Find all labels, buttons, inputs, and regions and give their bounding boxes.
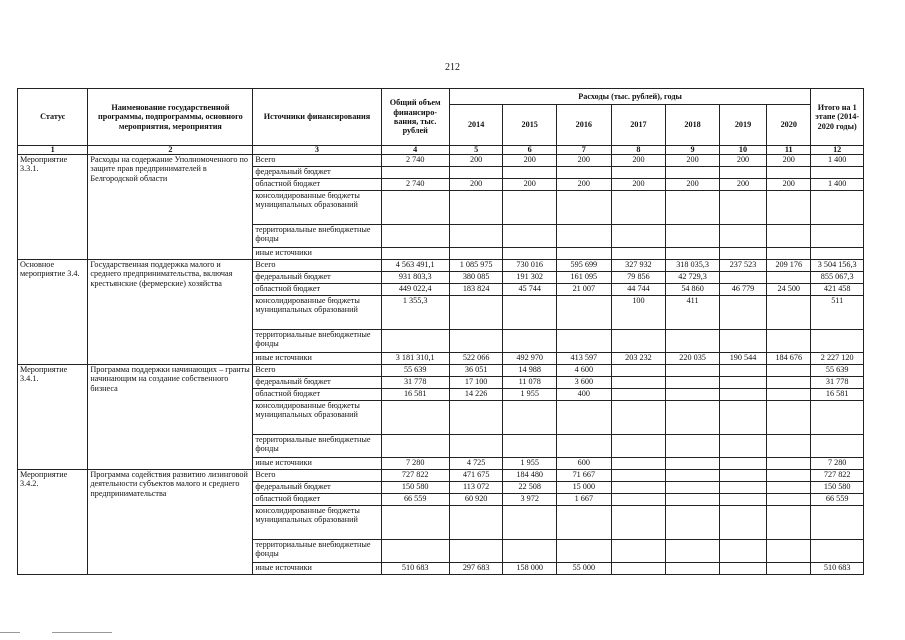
header-year: 2015: [503, 105, 557, 146]
cell-year-value: 297 683: [449, 563, 503, 575]
cell-total: [381, 225, 449, 248]
cell-year-value: [611, 458, 666, 470]
cell-year-value: [503, 401, 557, 435]
cell-year-value: [767, 482, 811, 494]
cell-stage-total: [811, 248, 864, 260]
cell-year-value: 209 176: [767, 260, 811, 272]
cell-stage-total: 1 400: [811, 155, 864, 167]
cell-year-value: [719, 401, 766, 435]
cell-year-value: 79 856: [611, 272, 666, 284]
cell-year-value: [719, 191, 766, 225]
row-source: Всего: [253, 365, 381, 377]
cell-year-value: [719, 482, 766, 494]
row-status: Мероприятие 3.3.1.: [18, 155, 88, 260]
scan-mark: [52, 632, 112, 633]
cell-year-value: [719, 225, 766, 248]
cell-year-value: 730 016: [503, 260, 557, 272]
cell-stage-total: 55 639: [811, 365, 864, 377]
cell-year-value: [767, 191, 811, 225]
cell-year-value: 191 302: [503, 272, 557, 284]
cell-year-value: [503, 506, 557, 540]
row-source: федеральный бюджет: [253, 377, 381, 389]
cell-year-value: [719, 540, 766, 563]
col-number: 1: [18, 146, 88, 155]
cell-year-value: [449, 506, 503, 540]
cell-stage-total: 31 778: [811, 377, 864, 389]
col-number: 4: [381, 146, 449, 155]
cell-year-value: [557, 248, 612, 260]
row-source: Всего: [253, 260, 381, 272]
col-number: 12: [811, 146, 864, 155]
cell-year-value: [719, 248, 766, 260]
cell-year-value: [449, 191, 503, 225]
cell-year-value: 184 480: [503, 470, 557, 482]
cell-year-value: 203 232: [611, 353, 666, 365]
row-source: территориальные внебюджетные фонды: [253, 540, 381, 563]
cell-stage-total: 2 227 120: [811, 353, 864, 365]
cell-year-value: 200: [449, 155, 503, 167]
cell-year-value: [719, 365, 766, 377]
header-name: Наименование государственной программы, подпрограммы, основного мероприятия, мероприятия: [88, 89, 253, 146]
cell-stage-total: [811, 330, 864, 353]
cell-year-value: 3 972: [503, 494, 557, 506]
cell-year-value: 1 085 975: [449, 260, 503, 272]
row-name: Программа содействия развитию лизинговой деятельности субъектов малого и среднего предпринимательства: [88, 470, 253, 575]
row-source: иные источники: [253, 563, 381, 575]
cell-year-value: [767, 377, 811, 389]
table-row: [18, 260, 864, 272]
cell-year-value: 400: [557, 389, 612, 401]
cell-year-value: 158 000: [503, 563, 557, 575]
col-number: 9: [666, 146, 720, 155]
col-number: 3: [253, 146, 381, 155]
cell-year-value: 184 676: [767, 353, 811, 365]
row-source: областной бюджет: [253, 284, 381, 296]
header-year: 2017: [611, 105, 666, 146]
row-source: областной бюджет: [253, 389, 381, 401]
cell-total: 4 563 491,1: [381, 260, 449, 272]
col-number: 5: [449, 146, 503, 155]
cell-year-value: [666, 191, 720, 225]
cell-stage-total: 855 067,3: [811, 272, 864, 284]
cell-year-value: [767, 506, 811, 540]
cell-year-value: [449, 296, 503, 330]
row-source: территориальные внебюджетные фонды: [253, 225, 381, 248]
header-stage-total: Итого на 1 этапе (2014-2020 годы): [811, 89, 864, 146]
cell-year-value: 55 000: [557, 563, 612, 575]
cell-year-value: [611, 494, 666, 506]
cell-year-value: 11 078: [503, 377, 557, 389]
header-total: Общий объем финансиро-вания, тыс. рублей: [381, 89, 449, 146]
cell-year-value: 327 932: [611, 260, 666, 272]
cell-year-value: [767, 401, 811, 435]
cell-year-value: 4 600: [557, 365, 612, 377]
cell-year-value: 183 824: [449, 284, 503, 296]
cell-total: 2 740: [381, 155, 449, 167]
col-number: 10: [719, 146, 766, 155]
cell-year-value: [767, 225, 811, 248]
cell-year-value: [557, 330, 612, 353]
cell-year-value: 161 095: [557, 272, 612, 284]
row-source: областной бюджет: [253, 179, 381, 191]
cell-year-value: [767, 494, 811, 506]
row-source: областной бюджет: [253, 494, 381, 506]
col-number: 11: [767, 146, 811, 155]
cell-total: 510 683: [381, 563, 449, 575]
row-name: Государственная поддержка малого и среднего предпринимательства, включая крестьянские (фермерские) хозяйства: [88, 260, 253, 365]
cell-year-value: 22 508: [503, 482, 557, 494]
header-sources: Источники финансирования: [253, 89, 381, 146]
cell-year-value: [503, 191, 557, 225]
cell-year-value: [719, 389, 766, 401]
col-number: 6: [503, 146, 557, 155]
cell-year-value: [449, 330, 503, 353]
row-source: иные источники: [253, 248, 381, 260]
cell-year-value: 54 860: [666, 284, 720, 296]
col-number: 8: [611, 146, 666, 155]
cell-year-value: 1 955: [503, 389, 557, 401]
cell-year-value: 220 035: [666, 353, 720, 365]
cell-year-value: [666, 563, 720, 575]
cell-year-value: [611, 470, 666, 482]
cell-year-value: 45 744: [503, 284, 557, 296]
cell-total: 931 803,3: [381, 272, 449, 284]
cell-total: 7 280: [381, 458, 449, 470]
row-source: консолидированные бюджеты муниципальных образований: [253, 401, 381, 435]
row-source: территориальные внебюджетные фонды: [253, 330, 381, 353]
header-year: 2014: [449, 105, 503, 146]
cell-year-value: [611, 191, 666, 225]
row-status: Мероприятие 3.4.2.: [18, 470, 88, 575]
cell-total: 449 022,4: [381, 284, 449, 296]
cell-stage-total: 421 458: [811, 284, 864, 296]
cell-year-value: 200: [611, 179, 666, 191]
cell-year-value: [449, 248, 503, 260]
cell-year-value: [611, 401, 666, 435]
cell-stage-total: [811, 540, 864, 563]
cell-year-value: 237 523: [719, 260, 766, 272]
cell-year-value: [503, 248, 557, 260]
cell-total: 2 740: [381, 179, 449, 191]
col-number: 2: [88, 146, 253, 155]
cell-total: [381, 506, 449, 540]
header-year: 2019: [719, 105, 766, 146]
row-status: Основное мероприятие 3.4.: [18, 260, 88, 365]
cell-year-value: 42 729,3: [666, 272, 720, 284]
cell-year-value: [449, 435, 503, 458]
cell-total: [381, 401, 449, 435]
cell-year-value: [611, 540, 666, 563]
cell-year-value: [719, 494, 766, 506]
row-source: Всего: [253, 470, 381, 482]
cell-year-value: 318 035,3: [666, 260, 720, 272]
cell-year-value: [719, 377, 766, 389]
cell-year-value: [449, 540, 503, 563]
cell-year-value: [666, 482, 720, 494]
cell-year-value: [611, 225, 666, 248]
table-row: [18, 470, 864, 482]
cell-year-value: 200: [503, 155, 557, 167]
budget-table: [17, 88, 864, 575]
cell-year-value: 200: [666, 179, 720, 191]
cell-year-value: [557, 296, 612, 330]
cell-year-value: [767, 296, 811, 330]
cell-year-value: 522 066: [449, 353, 503, 365]
cell-year-value: [767, 458, 811, 470]
cell-year-value: [611, 167, 666, 179]
cell-year-value: [719, 330, 766, 353]
cell-year-value: 200: [449, 179, 503, 191]
cell-year-value: 36 051: [449, 365, 503, 377]
cell-total: [381, 167, 449, 179]
cell-year-value: [767, 435, 811, 458]
cell-year-value: [666, 401, 720, 435]
cell-total: 66 559: [381, 494, 449, 506]
cell-year-value: [719, 563, 766, 575]
cell-stage-total: 66 559: [811, 494, 864, 506]
cell-total: 16 581: [381, 389, 449, 401]
cell-year-value: [719, 296, 766, 330]
cell-year-value: [767, 365, 811, 377]
cell-year-value: 595 699: [557, 260, 612, 272]
cell-year-value: [611, 330, 666, 353]
cell-year-value: [557, 191, 612, 225]
cell-stage-total: 150 580: [811, 482, 864, 494]
header-year: 2016: [557, 105, 612, 146]
cell-stage-total: [811, 435, 864, 458]
cell-year-value: 200: [503, 179, 557, 191]
cell-year-value: 413 597: [557, 353, 612, 365]
cell-year-value: 14 988: [503, 365, 557, 377]
cell-year-value: [503, 225, 557, 248]
cell-year-value: [719, 506, 766, 540]
cell-year-value: [503, 296, 557, 330]
cell-year-value: [666, 225, 720, 248]
cell-year-value: [767, 248, 811, 260]
row-source: федеральный бюджет: [253, 272, 381, 284]
cell-stage-total: 511: [811, 296, 864, 330]
cell-year-value: 1 667: [557, 494, 612, 506]
cell-year-value: [666, 458, 720, 470]
cell-total: 727 822: [381, 470, 449, 482]
cell-year-value: 200: [557, 179, 612, 191]
cell-year-value: [611, 377, 666, 389]
cell-year-value: 200: [611, 155, 666, 167]
header-year: 2020: [767, 105, 811, 146]
cell-stage-total: 3 504 156,3: [811, 260, 864, 272]
table-row: [18, 365, 864, 377]
cell-year-value: 100: [611, 296, 666, 330]
cell-year-value: 200: [666, 155, 720, 167]
cell-year-value: 44 744: [611, 284, 666, 296]
header-expenses: Расходы (тыс. рублей), годы: [449, 89, 811, 105]
cell-year-value: 4 725: [449, 458, 503, 470]
row-source: консолидированные бюджеты муниципальных образований: [253, 506, 381, 540]
cell-year-value: 3 600: [557, 377, 612, 389]
cell-year-value: 380 085: [449, 272, 503, 284]
cell-year-value: [557, 167, 612, 179]
cell-year-value: [611, 563, 666, 575]
cell-stage-total: 16 581: [811, 389, 864, 401]
row-status: Мероприятие 3.4.1.: [18, 365, 88, 470]
cell-stage-total: [811, 506, 864, 540]
cell-year-value: [557, 225, 612, 248]
cell-total: [381, 248, 449, 260]
cell-year-value: 14 226: [449, 389, 503, 401]
row-source: федеральный бюджет: [253, 482, 381, 494]
cell-year-value: [767, 563, 811, 575]
table-row: [18, 155, 864, 167]
cell-year-value: 24 500: [767, 284, 811, 296]
cell-year-value: [666, 494, 720, 506]
cell-year-value: [767, 330, 811, 353]
cell-year-value: 200: [767, 155, 811, 167]
row-source: иные источники: [253, 458, 381, 470]
cell-year-value: [666, 377, 720, 389]
cell-year-value: 15 000: [557, 482, 612, 494]
page-number: 212: [445, 62, 460, 73]
scan-mark: [0, 632, 20, 633]
cell-year-value: [449, 225, 503, 248]
row-source: консолидированные бюджеты муниципальных образований: [253, 191, 381, 225]
cell-total: 31 778: [381, 377, 449, 389]
cell-year-value: 200: [719, 179, 766, 191]
row-name: Расходы на содержание Уполномоченного по защите прав предпринимателей в Белгородской области: [88, 155, 253, 260]
cell-total: 1 355,3: [381, 296, 449, 330]
cell-year-value: 46 779: [719, 284, 766, 296]
cell-year-value: [666, 540, 720, 563]
cell-year-value: [719, 470, 766, 482]
row-name: Программа поддержки начинающих – гранты начинающим на создание собственного бизнеса: [88, 365, 253, 470]
cell-stage-total: [811, 401, 864, 435]
cell-year-value: [449, 401, 503, 435]
cell-year-value: [767, 167, 811, 179]
cell-year-value: [719, 458, 766, 470]
cell-year-value: 200: [557, 155, 612, 167]
cell-year-value: [503, 540, 557, 563]
cell-total: 3 181 310,1: [381, 353, 449, 365]
cell-year-value: [611, 389, 666, 401]
cell-year-value: [611, 435, 666, 458]
cell-stage-total: [811, 191, 864, 225]
cell-year-value: [557, 506, 612, 540]
cell-total: 150 580: [381, 482, 449, 494]
cell-year-value: [666, 470, 720, 482]
cell-stage-total: 1 400: [811, 179, 864, 191]
cell-year-value: [611, 482, 666, 494]
col-number: 7: [557, 146, 612, 155]
cell-year-value: [666, 506, 720, 540]
cell-year-value: [503, 435, 557, 458]
cell-total: [381, 191, 449, 225]
header-status: Статус: [18, 89, 88, 146]
cell-year-value: [666, 167, 720, 179]
cell-year-value: [611, 248, 666, 260]
cell-year-value: 200: [719, 155, 766, 167]
table-body: [18, 155, 864, 575]
cell-stage-total: 727 822: [811, 470, 864, 482]
cell-year-value: [666, 330, 720, 353]
cell-year-value: 21 007: [557, 284, 612, 296]
row-source: федеральный бюджет: [253, 167, 381, 179]
cell-stage-total: [811, 167, 864, 179]
cell-year-value: 471 675: [449, 470, 503, 482]
cell-year-value: 1 955: [503, 458, 557, 470]
cell-year-value: 492 970: [503, 353, 557, 365]
cell-year-value: [666, 365, 720, 377]
cell-year-value: [666, 435, 720, 458]
cell-year-value: [767, 272, 811, 284]
cell-year-value: [767, 540, 811, 563]
cell-stage-total: 510 683: [811, 563, 864, 575]
cell-year-value: [611, 365, 666, 377]
cell-year-value: [611, 506, 666, 540]
cell-year-value: 60 920: [449, 494, 503, 506]
cell-year-value: [557, 540, 612, 563]
cell-stage-total: 7 280: [811, 458, 864, 470]
cell-year-value: [503, 167, 557, 179]
header-year: 2018: [666, 105, 720, 146]
cell-year-value: [557, 401, 612, 435]
cell-total: [381, 435, 449, 458]
cell-year-value: [767, 470, 811, 482]
cell-total: [381, 330, 449, 353]
cell-year-value: [719, 167, 766, 179]
cell-year-value: 600: [557, 458, 612, 470]
cell-year-value: [719, 272, 766, 284]
cell-year-value: [767, 389, 811, 401]
cell-stage-total: [811, 225, 864, 248]
row-source: территориальные внебюджетные фонды: [253, 435, 381, 458]
cell-total: [381, 540, 449, 563]
row-source: Всего: [253, 155, 381, 167]
row-source: консолидированные бюджеты муниципальных образований: [253, 296, 381, 330]
cell-year-value: [666, 248, 720, 260]
cell-year-value: [719, 435, 766, 458]
cell-year-value: [666, 389, 720, 401]
cell-year-value: 190 544: [719, 353, 766, 365]
cell-year-value: 200: [767, 179, 811, 191]
cell-total: 55 639: [381, 365, 449, 377]
cell-year-value: [449, 167, 503, 179]
cell-year-value: 17 100: [449, 377, 503, 389]
cell-year-value: [503, 330, 557, 353]
cell-year-value: 71 667: [557, 470, 612, 482]
cell-year-value: 113 072: [449, 482, 503, 494]
row-source: иные источники: [253, 353, 381, 365]
cell-year-value: [557, 435, 612, 458]
cell-year-value: 411: [666, 296, 720, 330]
